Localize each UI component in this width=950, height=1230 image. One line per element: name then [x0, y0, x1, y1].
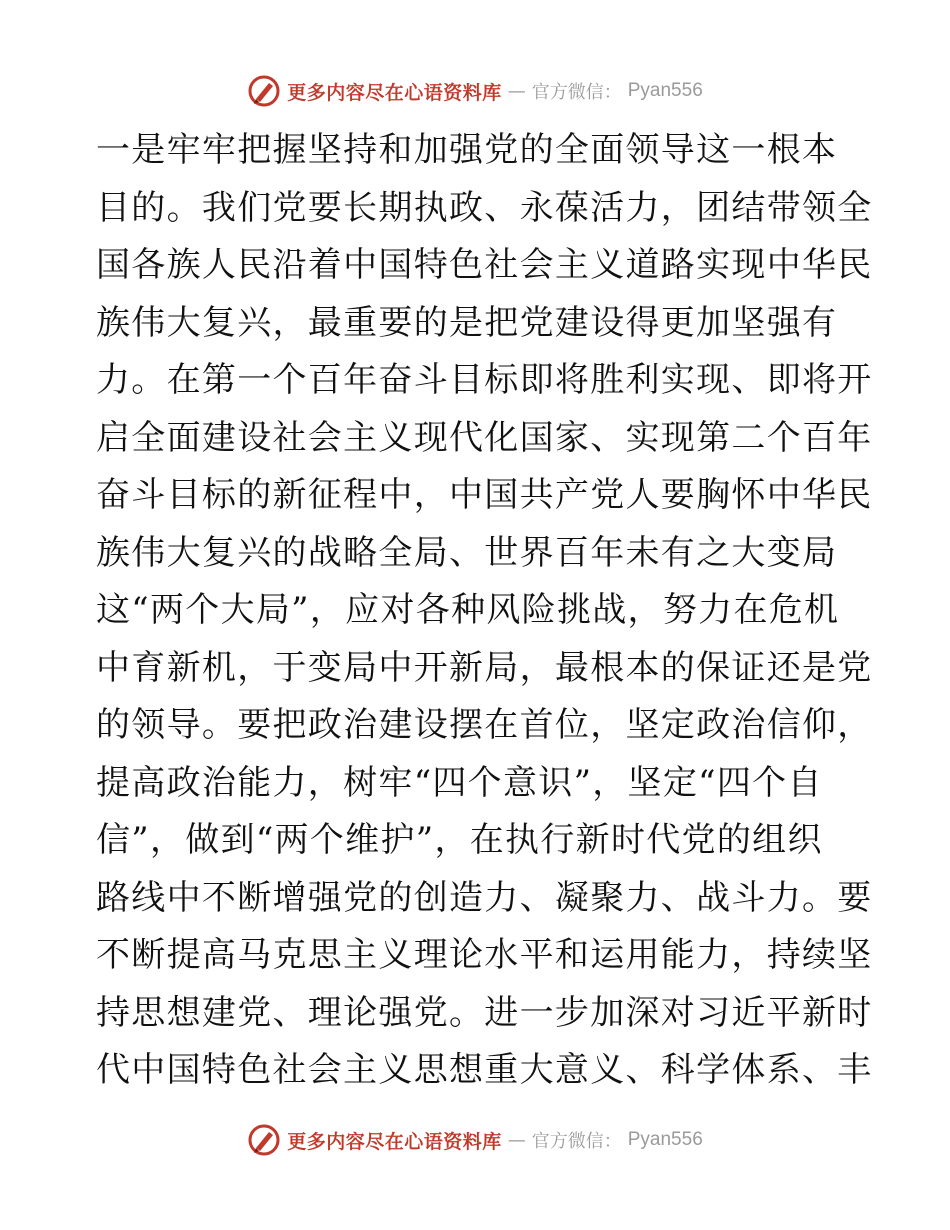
body-line: 一是牢牢把握坚持和加强党的全面领导这一根本: [96, 130, 838, 170]
body-line: 力。在第一个百年奋斗目标即将胜利实现、即将开: [96, 360, 873, 400]
body-line: 的领导。要把政治建设摆在首位，坚定政治信仰，: [96, 705, 873, 745]
watermark-separator: —: [507, 1129, 526, 1151]
body-line: 路线中不断增强党的创造力、凝聚力、战斗力。要: [96, 877, 873, 918]
watermark-site-text: 更多内容尽在心语资料库: [287, 81, 502, 104]
watermark-wechat-id: Pyan556: [627, 80, 703, 101]
body-line: 这“两个大局”，应对各种风险挑战，努力在危机: [96, 590, 840, 630]
body-line: 提高政治能力，树牢“四个意识”，坚定“四个自: [96, 762, 823, 803]
body-line: 代中国特色社会主义思想重大意义、科学体系、丰: [96, 1050, 873, 1090]
body-line: 国各族人民沿着中国特色社会主义道路实现中华民: [96, 245, 873, 285]
pen-logo-icon: [247, 74, 281, 108]
watermark-wechat-label: 官方微信：: [531, 1131, 622, 1152]
body-line: 目的。我们党要长期执政、永葆活力，团结带领全: [96, 187, 873, 228]
document-body: [96, 122, 873, 1100]
body-line: 启全面建设社会主义现代化国家、实现第二个百年: [96, 417, 873, 458]
footer-watermark: [0, 1120, 950, 1160]
header-watermark: [0, 71, 950, 111]
body-line: 不断提高马克思主义理论水平和运用能力，持续坚: [96, 935, 873, 975]
watermark-separator: —: [507, 80, 526, 102]
body-line: 中育新机，于变局中开新局，最根本的保证还是党: [96, 647, 873, 688]
body-line: 族伟大复兴，最重要的是把党建设得更加坚强有: [96, 302, 838, 343]
body-line: 族伟大复兴的战略全局、世界百年未有之大变局: [96, 532, 838, 573]
watermark-wechat-label: 官方微信：: [531, 82, 622, 103]
watermark-wechat-id: Pyan556: [627, 1129, 703, 1150]
pen-logo-icon: [247, 1123, 281, 1157]
body-line: 信”，做到“两个维护”，在执行新时代党的组织: [96, 820, 823, 860]
body-line: 奋斗目标的新征程中，中国共产党人要胸怀中华民: [96, 475, 873, 515]
watermark-site-text: 更多内容尽在心语资料库: [287, 1130, 502, 1153]
body-line: 持思想建党、理论强党。进一步加深对习近平新时: [96, 992, 873, 1033]
